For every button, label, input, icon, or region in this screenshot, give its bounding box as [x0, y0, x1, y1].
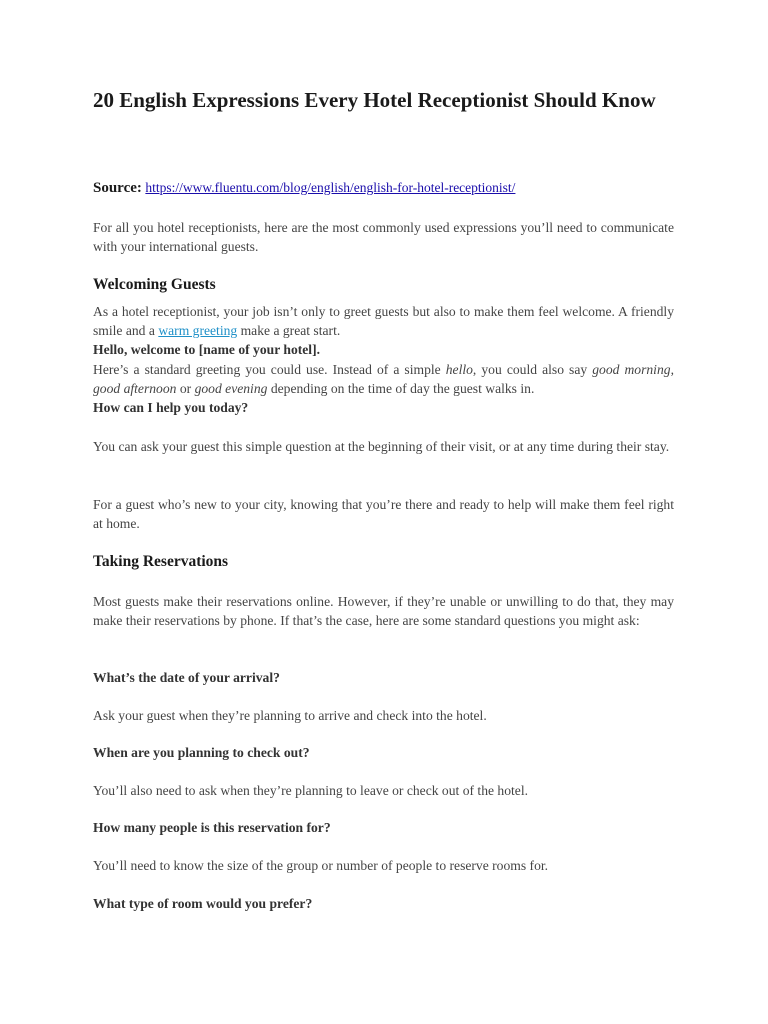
- expression-hello-welcome: Hello, welcome to [name of your hotel].: [93, 342, 321, 358]
- text-run: or: [176, 380, 195, 396]
- text-run: As a hotel receptionist, your job isn’t only to greet guests but also to make them feel welcome. A friendly smile and a: [93, 304, 674, 339]
- italic-good-evening: good evening: [194, 380, 268, 396]
- reservations-intro: Most guests make their reservations online. However, if they’re unable or unwilling to do that, they may make their reservations by phone. If that’s the case, here are some standard questions you might ask:: [93, 594, 674, 629]
- welcoming-section: [93, 302, 674, 417]
- heading-welcoming-guests: Welcoming Guests: [93, 276, 216, 293]
- answer-check-out: You’ll also need to ask when they’re planning to leave or check out of the hotel.: [93, 783, 529, 798]
- answer-date-of-arrival: Ask your guest when they’re planning to arrive and check into the hotel.: [93, 708, 487, 723]
- warm-greeting-link[interactable]: warm greeting: [158, 323, 238, 339]
- italic-good-morning: good morning: [592, 361, 671, 377]
- expression-date-of-arrival: What’s the date of your arrival?: [93, 670, 280, 685]
- expression-check-out: When are you planning to check out?: [93, 745, 310, 760]
- italic-good-afternoon: good afternoon: [93, 380, 177, 396]
- heading-taking-reservations: Taking Reservations: [93, 553, 229, 570]
- source-line: [93, 178, 674, 199]
- expression-how-can-i-help: How can I help you today?: [93, 400, 249, 416]
- answer-how-many-people: You’ll need to know the size of the group or number of people to reserve rooms for.: [93, 858, 549, 873]
- text-run: ,: [670, 361, 674, 377]
- welcoming-paragraph-1: [93, 302, 674, 340]
- text-run: depending on the time of day the guest walks in.: [267, 380, 535, 396]
- welcoming-paragraph-2: [93, 360, 674, 398]
- text-run: , you could also say: [472, 361, 593, 377]
- text-run: make a great start.: [237, 323, 341, 339]
- text-run: Here’s a standard greeting you could use. Instead of a simple: [93, 361, 446, 377]
- intro-paragraph: For all you hotel receptionists, here are the most commonly used expressions you’ll need to communicate with your international guests.: [93, 220, 674, 255]
- document-title: 20 English Expressions Every Hotel Receptionist Should Know: [93, 88, 656, 112]
- welcoming-paragraph-4: For a guest who’s new to your city, knowing that you’re there and ready to help will make them feel right at home.: [93, 497, 674, 532]
- welcoming-paragraph-3: You can ask your guest this simple question at the beginning of their visit, or at any time during their stay.: [93, 439, 670, 454]
- italic-hello: hello: [445, 361, 473, 377]
- source-label: Source:: [93, 180, 142, 196]
- source-link[interactable]: https://www.fluentu.com/blog/english/english-for-hotel-receptionist/: [145, 180, 516, 195]
- expression-type-of-room: What type of room would you prefer?: [93, 896, 313, 911]
- expression-how-many-people: How many people is this reservation for?: [93, 820, 331, 835]
